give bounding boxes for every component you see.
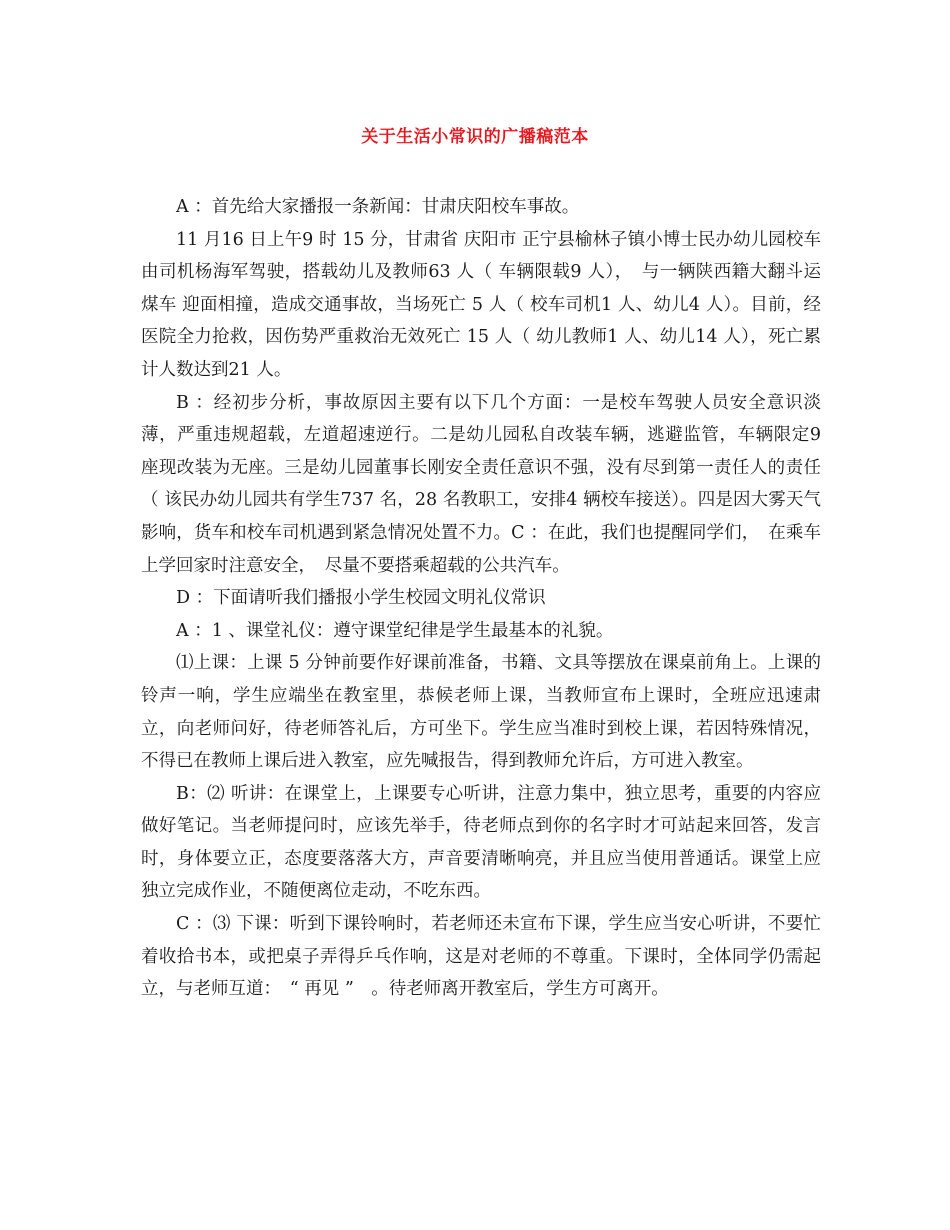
paragraph: 11 月16 日上午9 时 15 分，甘肃省 庆阳市 正宁县榆林子镇小博士民办幼儿园校车由司机杨海军驾驶，搭载幼儿及教师63 人（ 车辆限载9 人）， 与一辆陕西籍大翻斗运煤车 迎面相撞，造成交通事故，当场死亡 5 人（ 校车司机1 人、幼儿4 人）。目前，经医院全力抢救，因伤势严重救治无效死亡 15 人（ 幼儿教师1 人、幼儿14 人），死亡累计人数达到21 人。 <box>141 229 821 380</box>
document-body <box>141 191 821 1006</box>
paragraph: D ：下面请听我们播报小学生校园文明礼仪常识 <box>176 588 546 609</box>
paragraph: A ：首先给大家播报一条新闻：甘肃庆阳校车事故。 <box>176 197 580 217</box>
paragraph: B ：经初步分析，事故原因主要有以下几个方面：一是校车驾驶人员安全意识淡薄，严重违规超载，左道超速逆行。二是幼儿园私自改装车辆，逃避监管，车辆限定9 座现改装为无座。三是幼儿园董事长刚安全责任意识不强，没有尽到第一责任人的责任（ 该民办幼儿园共有学生737 名，28 名教职工，安排4 辆校车接送）。四是因大雾天气影响，货车和校车司机遇到紧急情况处置不力。C ：在此，我们也提醒同学们， 在乘车上学回家时注意安全， 尽量不要搭乘超载的公共汽车。 <box>141 392 821 576</box>
document-title: 关于生活小常识的广播稿范本 <box>361 127 589 147</box>
paragraph: A ：1 、课堂礼仪：遵守课堂纪律是学生最基本的礼貌。 <box>176 620 614 641</box>
paragraph: B：⑵ 听讲：在课堂上，上课要专心听讲，注意力集中，独立思考，重要的内容应做好笔记。当老师提问时，应该先举手，待老师点到你的名字时才可站起来回答，发言时，身体要立正，态度要落落大方，声音要清晰响亮，并且应当使用普通话。课堂上应独立完成作业，不随便离位走动，不吃东西。 <box>141 783 821 902</box>
paragraph: ⑴上课：上课 5 分钟前要作好课前准备，书籍、文具等摆放在课桌前角上。上课的铃声一响，学生应端坐在教室里，恭候老师上课，当教师宣布上课时，全班应迅速肃立，向老师问好，待老师答礼后，方可坐下。学生应当准时到校上课，若因特殊情况，不得已在教师上课后进入教室，应先喊报告，得到教师允许后，方可进入教室。 <box>141 653 821 772</box>
paragraph: C ：⑶ 下课：听到下课铃响时，若老师还未宣布下课，学生应当安心听讲，不要忙着收拾书本，或把桌子弄得乒乓作响，这是对老师的不尊重。下课时，全体同学仍需起立，与老师互道： “ 再见 ” 。待老师离开教室后，学生方可离开。 <box>141 914 821 1000</box>
